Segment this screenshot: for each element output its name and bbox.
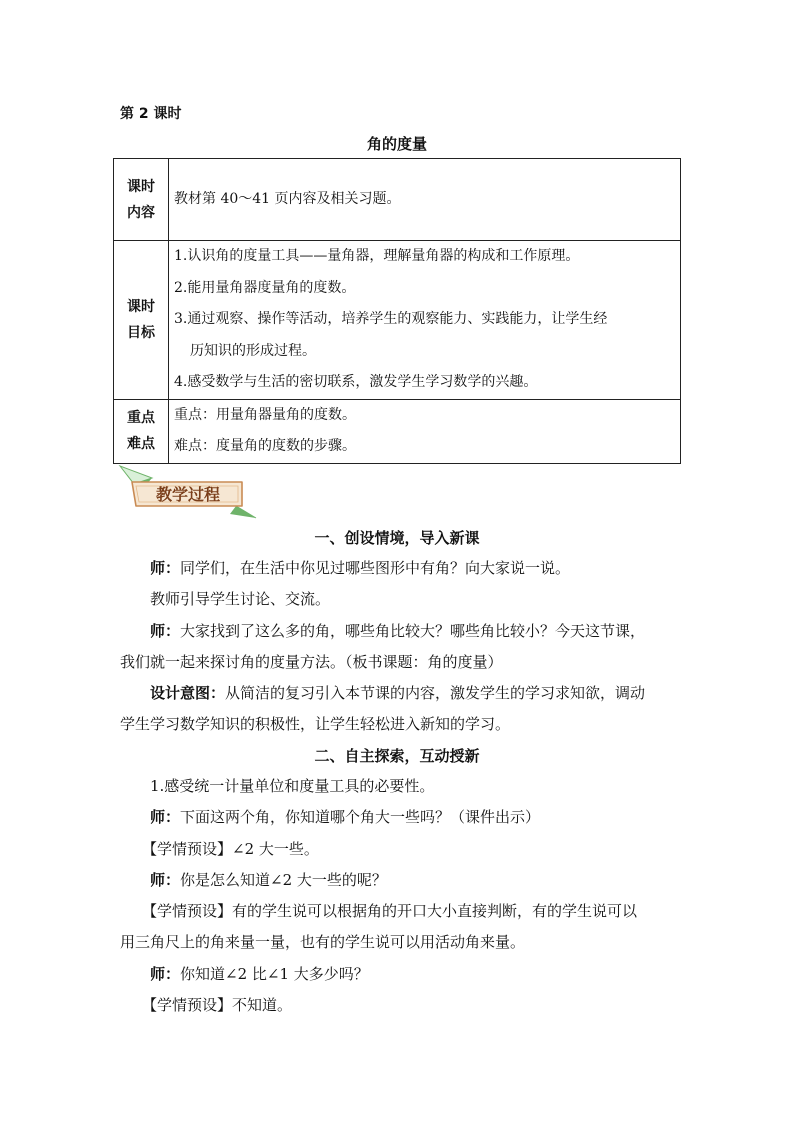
preset-tag: 【学情预设】 xyxy=(142,902,233,921)
key-points-cell xyxy=(169,399,681,463)
preset-tag: 【学情预设】 xyxy=(142,996,233,1015)
teaching-process-badge xyxy=(118,462,258,524)
lesson-info-table xyxy=(113,158,681,464)
table-row-goals xyxy=(114,241,681,400)
table-row-content xyxy=(114,159,681,241)
goal-item: 历知识的形成过程。 xyxy=(190,342,316,359)
document-title: 角的度量 xyxy=(366,135,427,153)
badge-label: 教学过程 xyxy=(155,485,221,504)
goal-item: 2.能用量角器度量角的度数。 xyxy=(174,279,356,296)
paragraph: 1.感受统一计量单位和度量工具的必要性。 师：下面这两个角，你知道哪个角大一些吗？（课件出示） 【学情预设】∠2 大一些。 师：你是怎么知道∠2 大一些的呢？ 【学情预设】有的学生说可以根据角的开口大小直接判断，有的学生说可以 用三角尺上的角来量一量，也有的学生说可以用活动角来量。 师：你知道∠2 比∠1 大多少吗？ 【学情预设】不知道。 xyxy=(120,777,638,1015)
content-text: 教材第 40～41 页内容及相关习题。 xyxy=(169,159,681,241)
section-heading: 二、自主探索，互动授新 xyxy=(314,747,480,765)
paragraph: 师：同学们，在生活中你见过哪些图形中有角？向大家说一说。 教师引导学生讨论、交流。 师：大家找到了这么多的角，哪些角比较大？哪些角比较小？今天这节课， 我们就一起来探讨角的度量方法。（板书课题：角的度量） 设计意图：从简洁的复习引入本节课的内容，激发学生的学习求知欲，调动 学生学习数学知识的积极性，让学生轻松进入新知的学习。 xyxy=(120,559,646,734)
difficult-point: 难点：度量角的度数的步骤。 xyxy=(174,438,356,454)
section-heading: 一、创设情境，导入新课 xyxy=(314,529,480,547)
goal-item: 4.感受数学与生活的密切联系，激发学生学习数学的兴趣。 xyxy=(174,374,538,390)
goals-cell xyxy=(169,241,681,400)
preset-tag: 【学情预设】 xyxy=(142,839,233,858)
goal-item: 1.认识角的度量工具——量角器，理解量角器的构成和工作原理。 xyxy=(174,248,580,264)
goal-label: 课时 目标 xyxy=(114,241,169,400)
table-row-key-points xyxy=(114,399,681,463)
key-point: 重点：用量角器量角的度数。 xyxy=(174,406,356,423)
content-label: 课时 内容 xyxy=(114,159,169,241)
goal-item: 3.通过观察、操作等活动，培养学生的观察能力、实践能力，让学生经 xyxy=(174,311,608,327)
key-label: 重点 难点 xyxy=(114,399,169,463)
design-intent-label: 设计意图： xyxy=(150,684,226,703)
lesson-number: 第 2 课时 xyxy=(120,106,182,122)
